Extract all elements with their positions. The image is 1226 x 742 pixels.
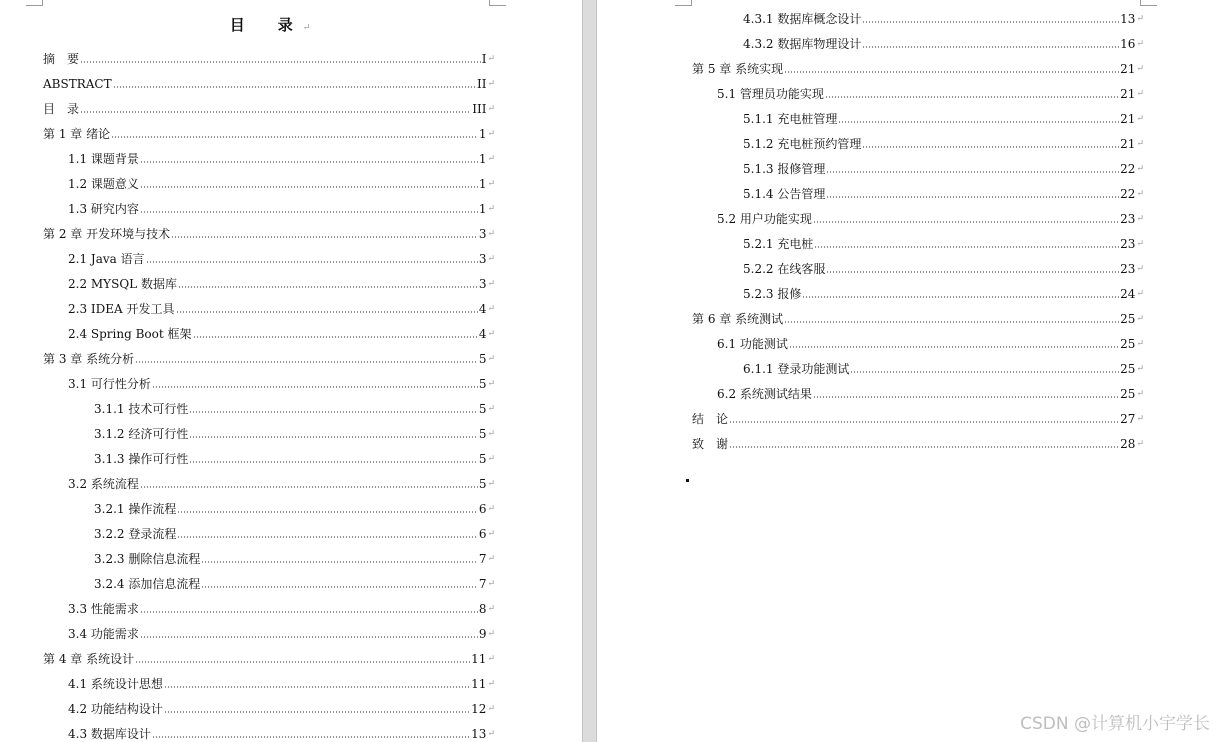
toc-entry[interactable] (692, 177, 1144, 202)
toc-entry-label: 6.2 系统测试结果 (717, 387, 812, 401)
toc-entry-page-number: 6 (478, 527, 487, 541)
toc-entry[interactable] (692, 302, 1144, 327)
toc-entry-page-number: 5 (478, 427, 487, 441)
paragraph-mark: ↵ (1136, 14, 1144, 24)
paragraph-mark: ↵ (487, 279, 495, 289)
toc-entry-page-number: 3 (478, 277, 487, 291)
paragraph-mark: ↵ (1136, 64, 1144, 74)
dot-leader (176, 310, 478, 314)
dot-leader (729, 445, 1119, 449)
toc-entry[interactable] (692, 277, 1144, 302)
toc-entry-page-number: 22 (1120, 187, 1136, 201)
paragraph-mark: ↵ (487, 729, 495, 739)
paragraph-mark: ↵ (487, 554, 495, 564)
toc-entry-page-number: 23 (1120, 237, 1136, 251)
toc-entry-label: 第 4 章 系统设计 (43, 652, 135, 666)
toc-entry[interactable] (692, 152, 1144, 177)
toc-entry-label: 5.1.1 充电桩管理 (743, 112, 838, 126)
dot-leader (189, 435, 477, 439)
paragraph-mark: ↵ (1136, 339, 1144, 349)
crop-mark-top-right (489, 0, 506, 6)
dot-leader (140, 210, 478, 214)
toc-entry-page-number: 1 (478, 127, 487, 141)
dot-leader (152, 735, 470, 739)
toc-entry-page-number: 4 (478, 327, 487, 341)
toc-entry[interactable] (692, 202, 1144, 227)
dot-leader (862, 45, 1119, 49)
toc-entry[interactable] (692, 252, 1144, 277)
dot-leader (802, 295, 1119, 299)
dot-leader (80, 60, 481, 64)
toc-entry-label: 致 谢 (692, 437, 729, 451)
toc-entry-page-number: 6 (478, 502, 487, 516)
toc-entry-label: 5.2.3 报修 (743, 287, 802, 301)
toc-title: 目 录↵ (229, 16, 311, 34)
toc-entry[interactable] (692, 102, 1144, 127)
toc-entry[interactable] (43, 717, 495, 742)
paragraph-mark: ↵ (487, 379, 495, 389)
toc-entry-label: 4.3 数据库设计 (68, 727, 151, 741)
toc-entry-page-number: 3 (478, 227, 487, 241)
toc-entry[interactable] (43, 292, 495, 317)
toc-entry-page-number: III (472, 102, 487, 116)
dot-leader (164, 685, 470, 689)
toc-entry-label: 结 论 (692, 412, 729, 426)
toc-entry[interactable] (43, 417, 495, 442)
paragraph-mark: ↵ (487, 179, 495, 189)
dot-leader (826, 170, 1119, 174)
toc-entry-label: 第 5 章 系统实现 (692, 62, 784, 76)
watermark: CSDN @计算机小宇学长 (1020, 714, 1210, 734)
dot-leader (140, 610, 478, 614)
paragraph-mark: ↵ (1136, 414, 1144, 424)
toc-entry[interactable] (43, 592, 495, 617)
paragraph-mark: ↵ (487, 329, 495, 339)
paragraph-mark: ↵ (487, 79, 495, 89)
paragraph-mark: ↵ (487, 104, 495, 114)
toc-entry[interactable] (43, 692, 495, 717)
paragraph-mark: ↵ (1136, 114, 1144, 124)
toc-entry-label: 4.3.2 数据库物理设计 (743, 37, 862, 51)
dot-leader (784, 320, 1119, 324)
dot-leader (826, 195, 1119, 199)
toc-entry-page-number: 1 (478, 152, 487, 166)
toc-entry-page-number: I (481, 52, 487, 66)
paragraph-mark: ↵ (487, 304, 495, 314)
dot-leader (201, 560, 477, 564)
toc-entry[interactable] (43, 517, 495, 542)
dot-leader (140, 485, 478, 489)
toc-entry-page-number: 13 (471, 727, 487, 741)
text-cursor[interactable] (686, 479, 689, 482)
toc-entry[interactable] (692, 27, 1144, 52)
paragraph-mark: ↵ (487, 254, 495, 264)
toc-entry-page-number: 21 (1120, 112, 1136, 126)
toc-entry-page-number: 21 (1120, 87, 1136, 101)
dot-leader (152, 385, 478, 389)
toc-entry-label: 3.2.1 操作流程 (94, 502, 177, 516)
toc-entry-page-number: 8 (478, 602, 487, 616)
crop-mark-top-left (26, 0, 43, 6)
toc-entry[interactable] (43, 317, 495, 342)
paragraph-mark: ↵ (1136, 214, 1144, 224)
paragraph-mark: ↵ (487, 204, 495, 214)
paragraph-mark: ↵ (487, 229, 495, 239)
toc-entry[interactable] (43, 367, 495, 392)
toc-entry[interactable] (43, 242, 495, 267)
dot-leader (826, 270, 1119, 274)
toc-list-left (43, 42, 495, 742)
toc-entry-label: 3.2.4 添加信息流程 (94, 577, 201, 591)
toc-entry-label: 2.1 Java 语言 (68, 252, 145, 266)
toc-entry-label: 3.4 功能需求 (68, 627, 139, 641)
paragraph-mark: ↵ (1136, 314, 1144, 324)
toc-entry[interactable] (692, 402, 1144, 427)
toc-entry-page-number: 5 (478, 377, 487, 391)
toc-entry-label: 5.2.1 充电桩 (743, 237, 814, 251)
dot-leader (189, 460, 477, 464)
dot-leader (178, 285, 478, 289)
toc-entry[interactable] (43, 542, 495, 567)
toc-entry-label: 5.1.2 充电桩预约管理 (743, 137, 862, 151)
toc-entry-page-number: 28 (1120, 437, 1136, 451)
toc-entry[interactable] (43, 617, 495, 642)
paragraph-mark: ↵ (1136, 189, 1144, 199)
paragraph-mark: ↵ (1136, 439, 1144, 449)
toc-entry[interactable] (43, 192, 495, 217)
toc-entry-page-number: 25 (1120, 337, 1136, 351)
dot-leader (135, 360, 478, 364)
toc-entry-page-number: 7 (478, 552, 487, 566)
dot-leader (146, 260, 478, 264)
toc-entry-label: 6.1.1 登录功能测试 (743, 362, 850, 376)
paragraph-mark: ↵ (1136, 389, 1144, 399)
toc-entry-page-number: 25 (1120, 362, 1136, 376)
toc-entry-label: 5.1.3 报修管理 (743, 162, 826, 176)
dot-leader (813, 220, 1119, 224)
dot-leader (189, 410, 477, 414)
toc-entry-label: 第 3 章 系统分析 (43, 352, 135, 366)
dot-leader (784, 70, 1119, 74)
toc-entry[interactable] (692, 2, 1144, 27)
toc-entry-label: 3.1.2 经济可行性 (94, 427, 189, 441)
paragraph-mark: ↵ (487, 604, 495, 614)
toc-entry[interactable] (43, 442, 495, 467)
toc-entry-page-number: 1 (478, 177, 487, 191)
dot-leader (862, 20, 1119, 24)
toc-entry-label: 5.1 管理员功能实现 (717, 87, 824, 101)
toc-entry-page-number: 9 (478, 627, 487, 641)
dot-leader (171, 235, 478, 239)
toc-entry[interactable] (43, 567, 495, 592)
paragraph-mark: ↵ (1136, 89, 1144, 99)
toc-entry[interactable] (43, 217, 495, 242)
dot-leader (813, 395, 1119, 399)
toc-entry[interactable] (43, 667, 495, 692)
paragraph-mark: ↵ (487, 429, 495, 439)
toc-entry-label: 3.2.3 删除信息流程 (94, 552, 201, 566)
dot-leader (838, 120, 1119, 124)
toc-entry-label: 3.2.2 登录流程 (94, 527, 177, 541)
paragraph-mark: ↵ (1136, 289, 1144, 299)
toc-entry-page-number: 24 (1120, 287, 1136, 301)
dot-leader (729, 420, 1119, 424)
dot-leader (140, 160, 478, 164)
dot-leader (862, 145, 1119, 149)
dot-leader (164, 710, 470, 714)
paragraph-mark: ↵ (1136, 39, 1144, 49)
toc-entry[interactable] (43, 67, 495, 92)
page-gutter (582, 0, 597, 742)
paragraph-mark: ↵ (302, 23, 311, 33)
toc-entry[interactable] (43, 142, 495, 167)
toc-entry-label: 摘 要 (43, 52, 80, 66)
paragraph-mark: ↵ (1136, 139, 1144, 149)
paragraph-mark: ↵ (487, 454, 495, 464)
dot-leader (177, 510, 477, 514)
toc-entry-label: 5.2.2 在线客服 (743, 262, 826, 276)
dot-leader (814, 245, 1119, 249)
toc-entry[interactable] (692, 377, 1144, 402)
toc-entry-label: 1.2 课题意义 (68, 177, 139, 191)
toc-entry-label: 2.3 IDEA 开发工具 (68, 302, 175, 316)
paragraph-mark: ↵ (487, 504, 495, 514)
toc-entry-label: 第 1 章 绪论 (43, 127, 111, 141)
toc-entry[interactable] (43, 342, 495, 367)
paragraph-mark: ↵ (487, 704, 495, 714)
toc-entry-page-number: 5 (478, 402, 487, 416)
paragraph-mark: ↵ (487, 679, 495, 689)
toc-entry-page-number: 11 (471, 677, 487, 691)
toc-entry[interactable] (43, 117, 495, 142)
toc-entry[interactable] (692, 52, 1144, 77)
paragraph-mark: ↵ (1136, 239, 1144, 249)
toc-entry[interactable] (692, 427, 1144, 452)
toc-entry-page-number: 16 (1120, 37, 1136, 51)
dot-leader (825, 95, 1119, 99)
paragraph-mark: ↵ (487, 654, 495, 664)
toc-entry-label: 1.1 课题背景 (68, 152, 139, 166)
paragraph-mark: ↵ (487, 479, 495, 489)
toc-entry[interactable] (692, 352, 1144, 377)
toc-entry-label: 3.2 系统流程 (68, 477, 139, 491)
toc-entry[interactable] (43, 492, 495, 517)
toc-entry-page-number: 3 (478, 252, 487, 266)
toc-entry-label: 3.1 可行性分析 (68, 377, 151, 391)
toc-entry-label: 4.1 系统设计思想 (68, 677, 163, 691)
toc-entry-page-number: II (476, 77, 487, 91)
toc-entry-label: 4.2 功能结构设计 (68, 702, 163, 716)
toc-entry-label: 4.3.1 数据库概念设计 (743, 12, 862, 26)
toc-entry-label: 5.1.4 公告管理 (743, 187, 826, 201)
paragraph-mark: ↵ (1136, 264, 1144, 274)
paragraph-mark: ↵ (487, 354, 495, 364)
toc-entry-label: 3.3 性能需求 (68, 602, 139, 616)
toc-entry[interactable] (43, 642, 495, 667)
toc-entry[interactable] (43, 167, 495, 192)
toc-entry-page-number: 21 (1120, 62, 1136, 76)
paragraph-mark: ↵ (487, 629, 495, 639)
toc-entry-label: 3.1.1 技术可行性 (94, 402, 189, 416)
dot-leader (140, 635, 478, 639)
toc-entry-page-number: 1 (478, 202, 487, 216)
toc-entry[interactable] (43, 392, 495, 417)
toc-entry-page-number: 25 (1120, 312, 1136, 326)
toc-entry-page-number: 12 (471, 702, 487, 716)
dot-leader (113, 85, 476, 89)
paragraph-mark: ↵ (487, 54, 495, 64)
toc-entry-label: 第 6 章 系统测试 (692, 312, 784, 326)
toc-entry[interactable] (692, 127, 1144, 152)
toc-entry-page-number: 5 (478, 477, 487, 491)
dot-leader (140, 185, 478, 189)
dot-leader (177, 535, 477, 539)
dot-leader (850, 370, 1119, 374)
dot-leader (111, 135, 478, 139)
toc-entry[interactable] (43, 467, 495, 492)
toc-entry-label: 目 录 (43, 102, 80, 116)
toc-entry-label: 2.2 MYSQL 数据库 (68, 277, 177, 291)
toc-entry-label: 5.2 用户功能实现 (717, 212, 812, 226)
toc-entry-page-number: 23 (1120, 262, 1136, 276)
paragraph-mark: ↵ (1136, 164, 1144, 174)
paragraph-mark: ↵ (1136, 364, 1144, 374)
toc-entry-label: 第 2 章 开发环境与技术 (43, 227, 171, 241)
toc-entry[interactable] (43, 267, 495, 292)
dot-leader (80, 110, 471, 114)
crop-mark-top-left (675, 0, 692, 6)
toc-list-right (692, 2, 1144, 452)
toc-entry-page-number: 7 (478, 577, 487, 591)
toc-entry-page-number: 22 (1120, 162, 1136, 176)
toc-entry-page-number: 13 (1120, 12, 1136, 26)
toc-entry-page-number: 4 (478, 302, 487, 316)
dot-leader (135, 660, 470, 664)
toc-entry[interactable] (692, 327, 1144, 352)
toc-entry-label: 6.1 功能测试 (717, 337, 788, 351)
paragraph-mark: ↵ (487, 154, 495, 164)
toc-entry-page-number: 5 (478, 352, 487, 366)
toc-entry-page-number: 25 (1120, 387, 1136, 401)
toc-entry-page-number: 21 (1120, 137, 1136, 151)
toc-entry-page-number: 11 (471, 652, 487, 666)
paragraph-mark: ↵ (487, 404, 495, 414)
toc-entry-label: ABSTRACT (43, 77, 112, 91)
toc-entry[interactable] (43, 42, 495, 67)
toc-entry-label: 2.4 Spring Boot 框架 (68, 327, 192, 341)
toc-entry[interactable] (692, 227, 1144, 252)
paragraph-mark: ↵ (487, 529, 495, 539)
toc-entry[interactable] (692, 77, 1144, 102)
toc-entry-page-number: 27 (1120, 412, 1136, 426)
paragraph-mark: ↵ (487, 579, 495, 589)
dot-leader (201, 585, 477, 589)
toc-entry-label: 1.3 研究内容 (68, 202, 139, 216)
toc-entry-label: 3.1.3 操作可行性 (94, 452, 189, 466)
dot-leader (789, 345, 1119, 349)
toc-entry[interactable] (43, 92, 495, 117)
paragraph-mark: ↵ (487, 129, 495, 139)
toc-entry-page-number: 5 (478, 452, 487, 466)
toc-entry-page-number: 23 (1120, 212, 1136, 226)
dot-leader (193, 335, 478, 339)
